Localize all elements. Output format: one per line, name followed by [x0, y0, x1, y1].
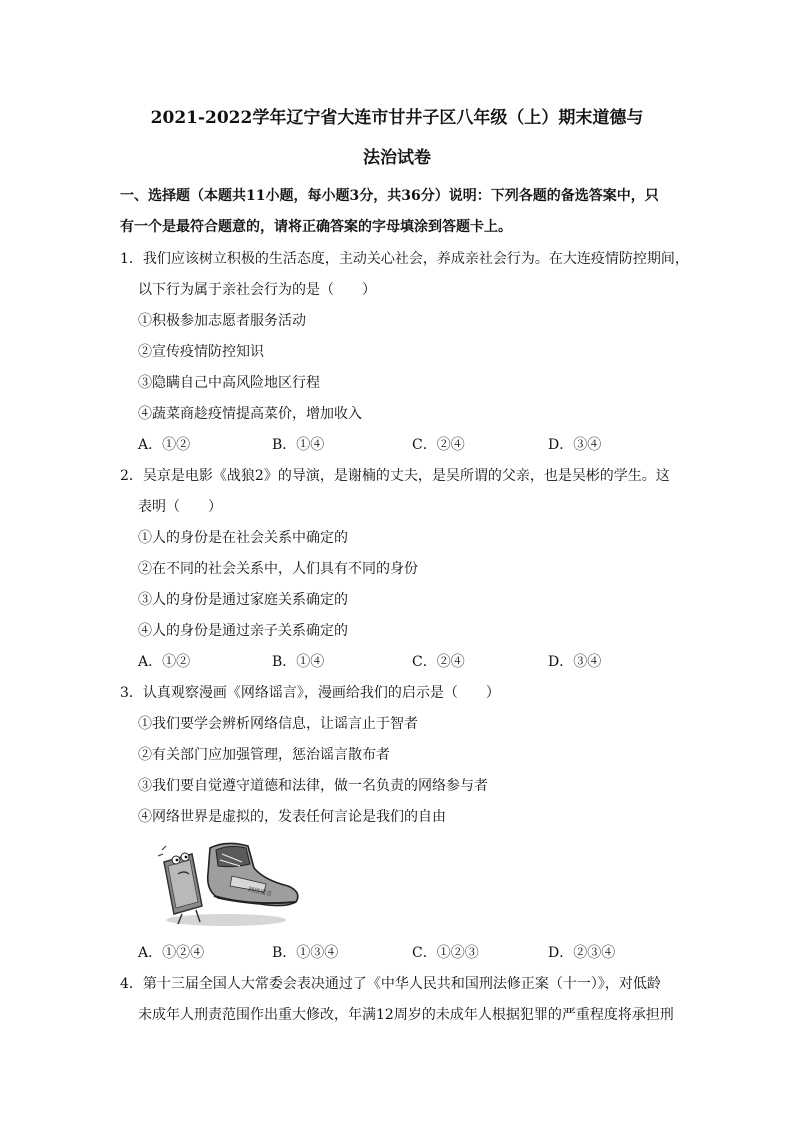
question-2-option-3: ③人的身份是通过家庭关系确定的	[138, 592, 348, 608]
question-2-option-2: ②在不同的社会关系中，人们具有不同的身份	[138, 561, 418, 577]
question-3-choice-b[interactable]: B．①③④	[272, 945, 339, 961]
question-1-stem-line-1: 1．我们应该树立积极的生活态度，主动关心社会，养成亲社会行为。在大连疫情防控期间，	[120, 251, 689, 267]
question-4-stem-line-1: 4．第十三届全国人大常委会表决通过了《中华人民共和国刑法修正案（十一）》，对低龄	[120, 976, 661, 992]
section-instruction-line-1: 一、选择题（本题共11小题，每小题3分，共36分）说明：下列各题的备选答案中，只	[120, 188, 659, 204]
question-1-choice-c[interactable]: C．②④	[412, 437, 465, 453]
question-2-option-1: ①人的身份是在社会关系中确定的	[138, 530, 348, 546]
question-1-option-4: ④蔬菜商趁疫情提高菜价，增加收入	[138, 406, 362, 422]
question-2-choice-d[interactable]: D．③④	[548, 654, 602, 670]
question-1-choice-b[interactable]: B．①④	[272, 437, 325, 453]
cartoon-illustration	[156, 840, 306, 928]
question-2-choice-c[interactable]: C．②④	[412, 654, 465, 670]
question-3-option-2: ②有关部门应加强管理，惩治谣言散布者	[138, 747, 390, 763]
section-instruction-line-2: 有一个是最符合题意的，请将正确答案的字母填涂到答题卡上。	[120, 219, 512, 235]
question-1-option-1: ①积极参加志愿者服务活动	[138, 313, 306, 329]
question-1-choices	[138, 436, 658, 454]
question-3-option-4: ④网络世界是虚拟的，发表任何言论是我们的自由	[138, 809, 446, 825]
exam-title-line-2: 法治试卷	[363, 148, 431, 168]
question-3-option-1: ①我们要学会辨析网络信息，让谣言止于智者	[138, 716, 418, 732]
question-1-choice-d[interactable]: D．③④	[548, 437, 602, 453]
question-3-choice-a[interactable]: A．①②④	[138, 945, 205, 961]
question-3-stem-line-1: 3．认真观察漫画《网络谣言》，漫画给我们的启示是（ ）	[120, 685, 500, 701]
question-1-option-3: ③隐瞒自己中高风险地区行程	[138, 375, 320, 391]
question-3-choice-d[interactable]: D．②③④	[548, 945, 616, 961]
question-2-choice-a[interactable]: A．①②	[138, 654, 191, 670]
question-2-choice-b[interactable]: B．①④	[272, 654, 325, 670]
question-3-choices	[138, 944, 658, 962]
question-2-choices	[138, 653, 658, 671]
question-4-stem-line-2: 未成年人刑责范围作出重大修改，年满12周岁的未成年人根据犯罪的严重程度将承担刑	[138, 1007, 674, 1023]
question-1-choice-a[interactable]: A．①②	[138, 437, 191, 453]
question-1-stem-line-2: 以下行为属于亲社会行为的是（ ）	[138, 282, 376, 298]
question-2-stem-line-1: 2．吴京是电影《战狼2》的导演，是谢楠的丈夫，是吴所谓的父亲，也是吴彬的学生。这	[120, 468, 670, 484]
question-1-option-2: ②宣传疫情防控知识	[138, 344, 264, 360]
question-2-stem-line-2: 表明（ ）	[138, 499, 222, 515]
question-3-option-3: ③我们要自觉遵守道德和法律，做一名负责的网络参与者	[138, 778, 488, 794]
question-3-choice-c[interactable]: C．①②③	[412, 945, 479, 961]
exam-title-line-1: 2021-2022学年辽宁省大连市甘井子区八年级（上）期末道德与	[150, 108, 644, 128]
cartoon-shoe-label: 网络谣言	[247, 886, 273, 898]
question-2-option-4: ④人的身份是通过亲子关系确定的	[138, 623, 348, 639]
